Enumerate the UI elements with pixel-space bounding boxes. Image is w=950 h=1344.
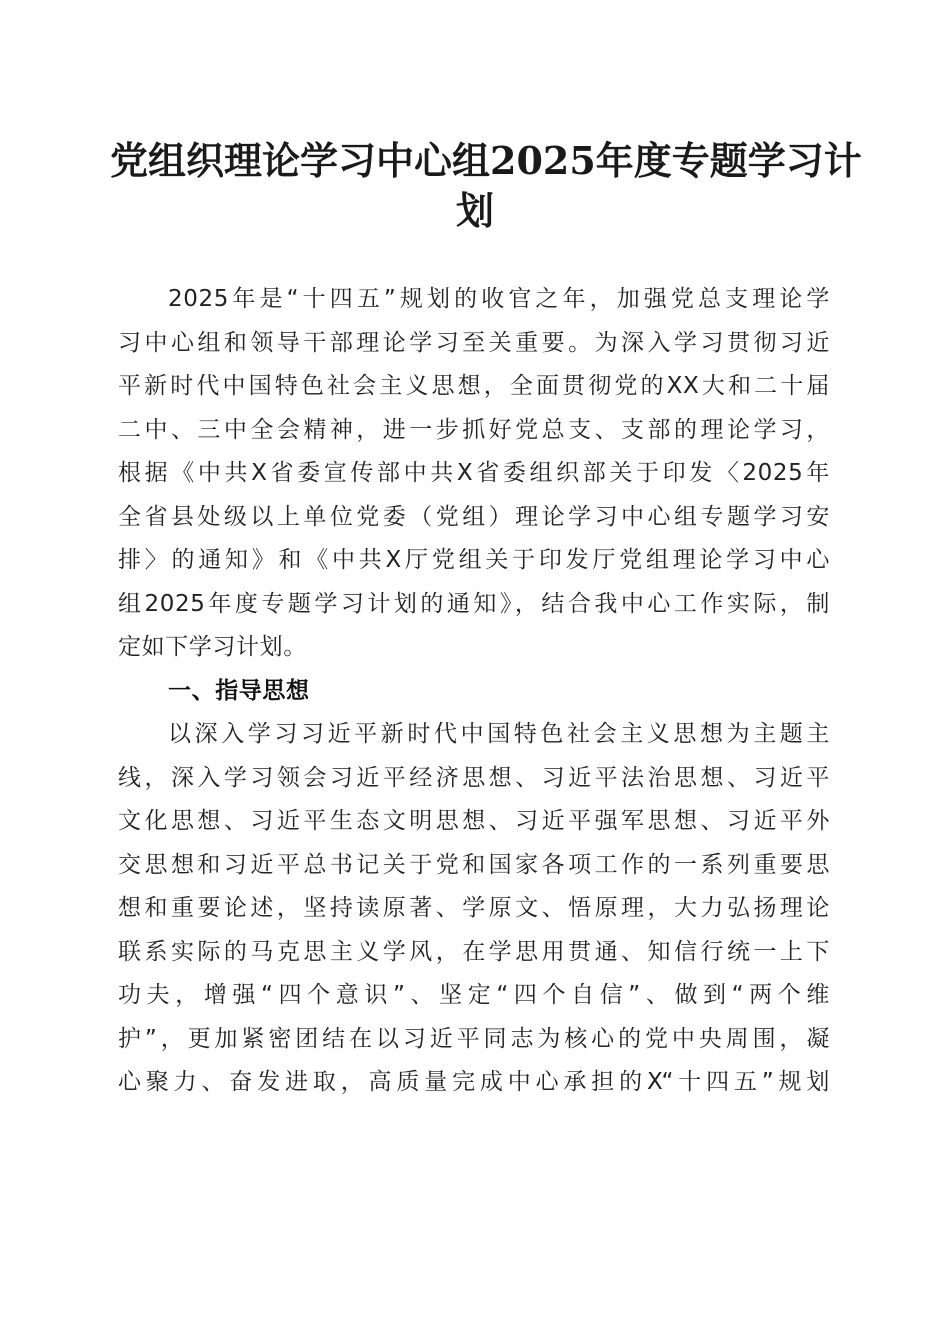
section-line: 交思想和习近平总书记关于党和国家各项工作的一系列重要思 <box>118 851 830 878</box>
section-line: 以深入学习习近平新时代中国特色社会主义思想为主题主 <box>168 721 830 747</box>
document-body <box>118 278 830 1105</box>
document-title <box>110 136 862 236</box>
section-line: 护”，更加紧密团结在以习近平同志为核心的党中央周围，凝 <box>118 1025 830 1052</box>
title-line: 党组织理论学习中心组2025年度专题学习计 <box>110 138 862 183</box>
intro-line: 根据《中共X省委宣传部中共X省委组织部关于印发〈2025年 <box>118 460 830 486</box>
section-line: 文化思想、习近平生态文明思想、习近平强军思想、习近平外 <box>118 808 830 834</box>
section-line: 功夫，增强“四个意识”、坚定“四个自信”、做到“两个维 <box>118 982 830 1008</box>
intro-line: 二中、三中全会精神，进一步抓好党总支、支部的理论学习， <box>118 416 830 443</box>
section-line: 心聚力、奋发进取，高质量完成中心承担的X“十四五”规划 <box>118 1069 830 1095</box>
title-line: 划 <box>455 188 494 233</box>
section-heading: 一、指导思想 <box>168 677 310 704</box>
section-line: 线，深入学习领会习近平经济思想、习近平法治思想、习近平 <box>118 764 830 791</box>
intro-line: 排〉的通知》和《中共X厅党组关于印发厅党组理论学习中心 <box>118 547 830 573</box>
intro-line: 习中心组和领导干部理论学习至关重要。为深入学习贯彻习近 <box>118 329 830 356</box>
intro-line: 组2025年度专题学习计划的通知》，结合我中心工作实际，制 <box>118 590 830 617</box>
intro-line: 2025年是“十四五”规划的收官之年，加强党总支理论学 <box>168 286 830 312</box>
intro-line: 定如下学习计划。 <box>118 634 307 660</box>
section-line: 联系实际的马克思主义学风，在学思用贯通、知信行统一上下 <box>118 938 830 965</box>
intro-line: 平新时代中国特色社会主义思想，全面贯彻党的XX大和二十届 <box>118 373 830 399</box>
intro-line: 全省县处级以上单位党委（党组）理论学习中心组专题学习安 <box>118 503 830 530</box>
section-line: 想和重要论述，坚持读原著、学原文、悟原理，大力弘扬理论 <box>118 895 830 921</box>
